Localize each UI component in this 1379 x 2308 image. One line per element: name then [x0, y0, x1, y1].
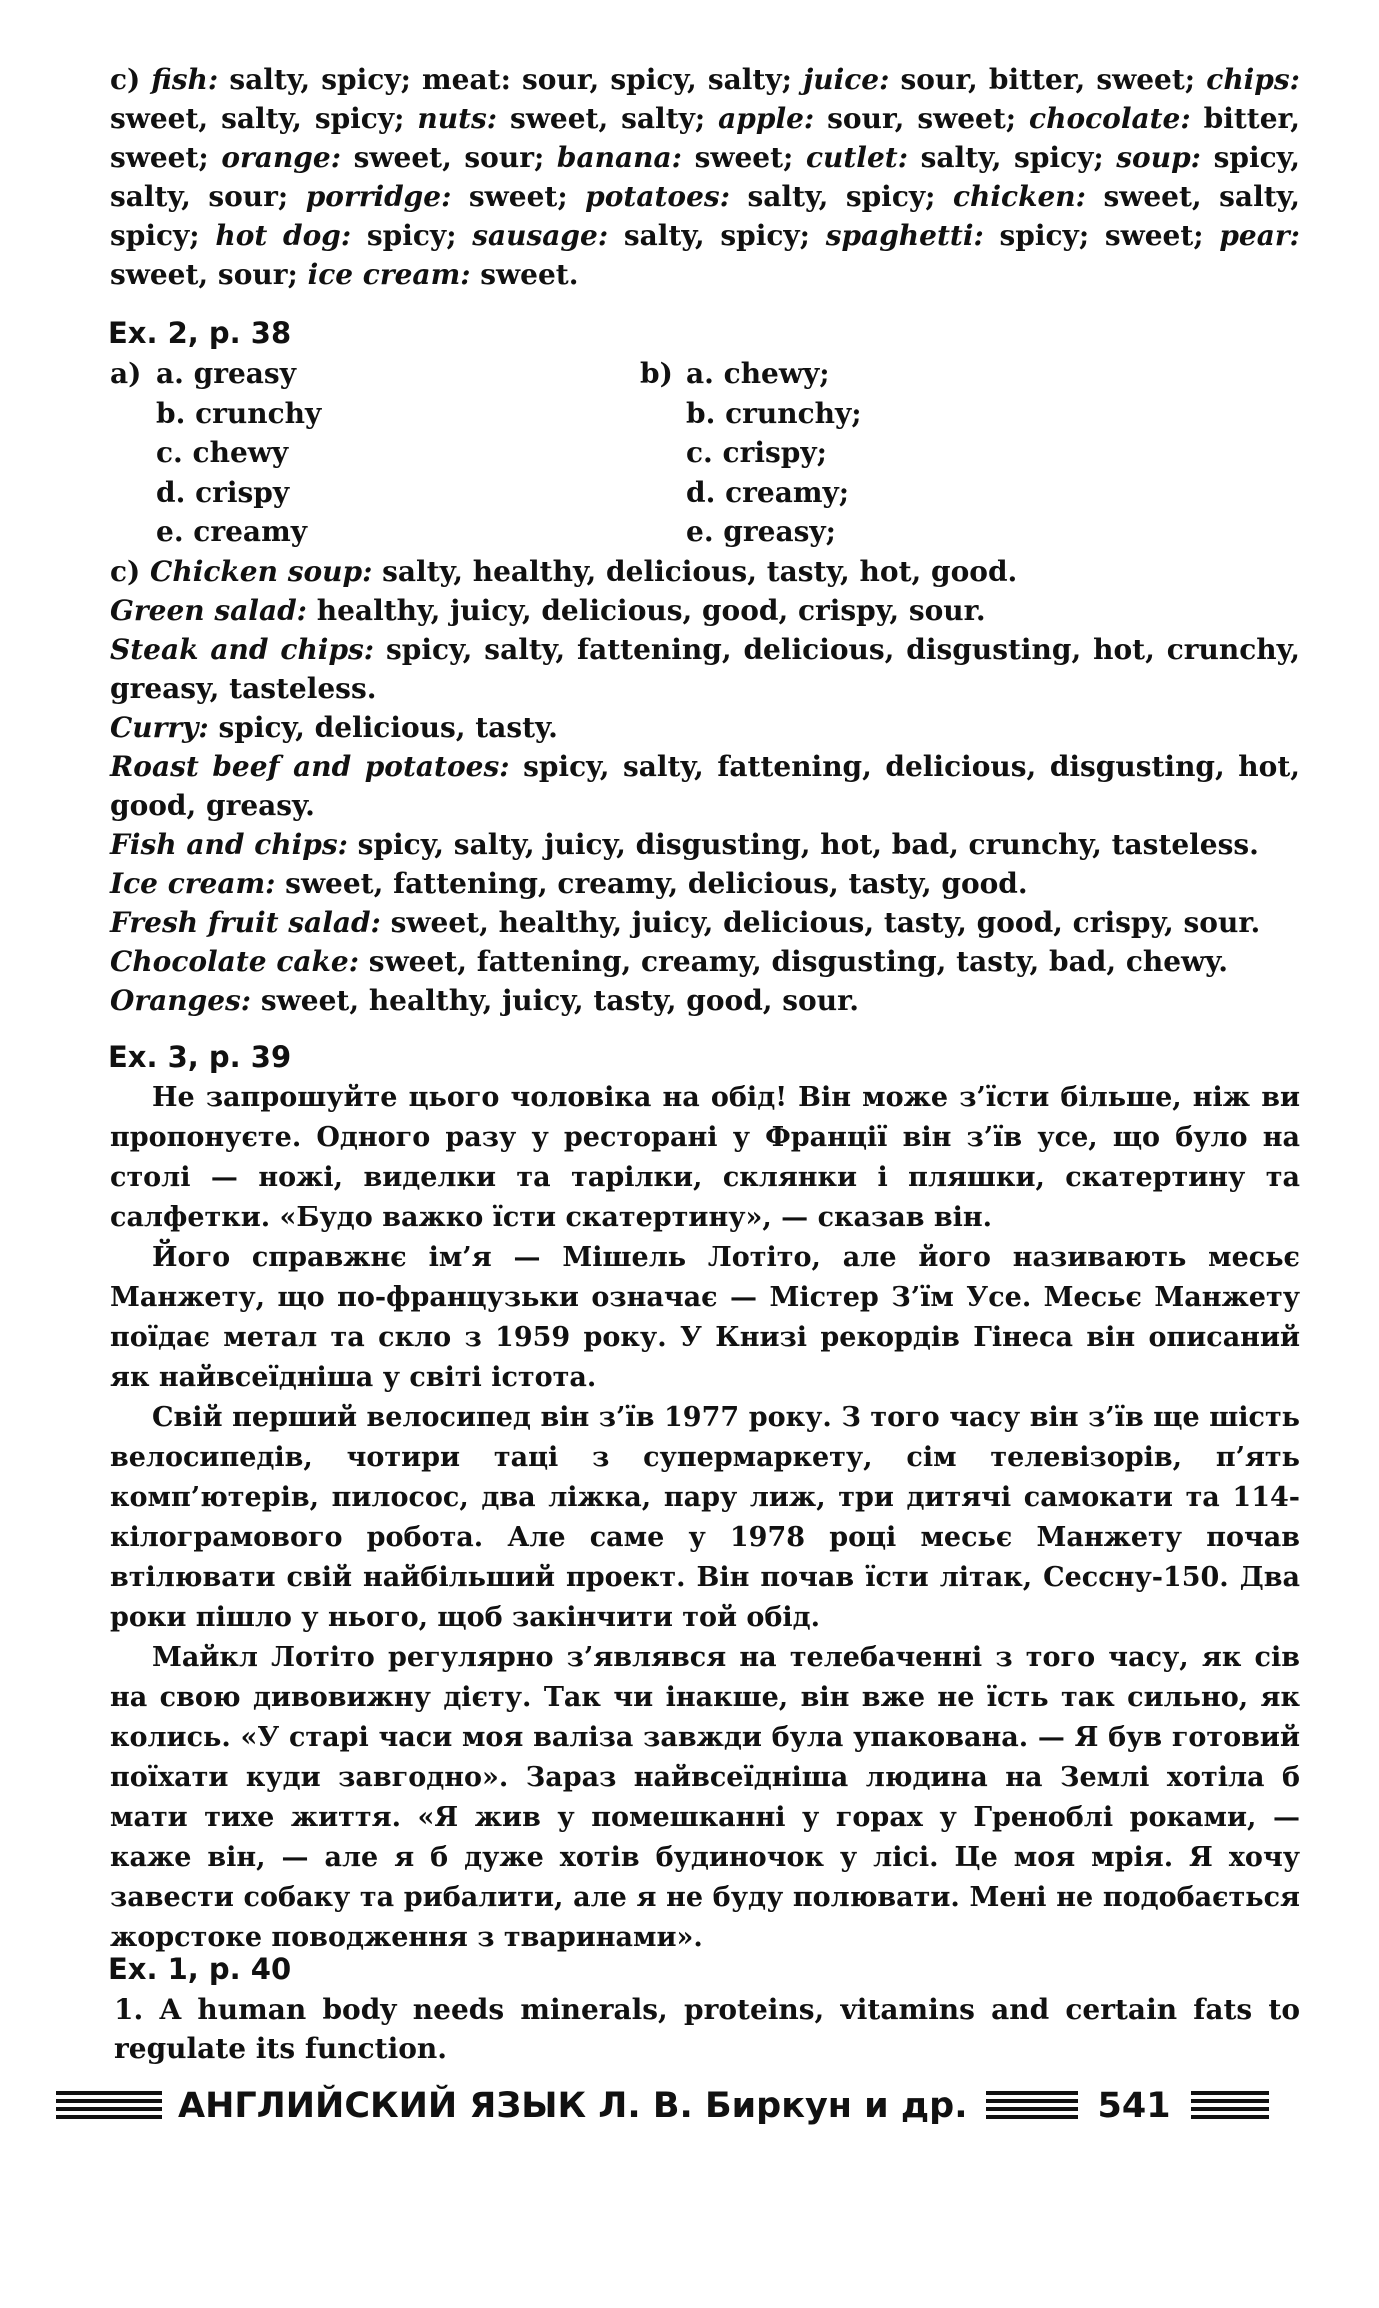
dish-name: Fish and chips:	[110, 828, 348, 861]
dish-name: Chicken soup:	[150, 555, 373, 588]
page-number: 541	[1097, 2086, 1171, 2126]
ex1-item: 1. A human body needs minerals, proteins, vitamins and certain fats to regulate its function.	[114, 1993, 1300, 2065]
dish-name: Ice cream:	[110, 867, 276, 900]
dish-line	[110, 630, 1300, 708]
food-name: pear:	[1219, 219, 1300, 252]
dish-line	[110, 903, 1300, 942]
ex2-b-item: d. creamy;	[686, 475, 850, 509]
ex3-text	[110, 1078, 1300, 1958]
food-tastes: sweet, salty, spicy;	[110, 180, 1300, 252]
dish-name: Roast beef and potatoes:	[110, 750, 510, 783]
dish-text: salty, healthy, delicious, tasty, hot, good.	[372, 555, 1018, 588]
ex2-b-item: c. crispy;	[686, 436, 827, 469]
food-name: spaghetti:	[825, 219, 984, 252]
food-name: fish:	[151, 63, 219, 96]
food-tastes: sweet;	[681, 141, 806, 174]
food-name: apple:	[718, 102, 815, 135]
food-tastes: sour, bitter, sweet;	[889, 63, 1207, 96]
food-name: juice:	[803, 63, 890, 96]
food-tastes: salty, spicy;	[730, 180, 953, 213]
dish-text: sweet, healthy, juicy, tasty, good, sour.	[251, 984, 859, 1017]
food-tastes: bitter, sweet;	[110, 102, 1300, 174]
taste-list	[110, 60, 1300, 294]
dish-name: Curry:	[110, 711, 209, 744]
dish-name: Green salad:	[110, 594, 307, 627]
dish-name: Oranges:	[110, 984, 252, 1017]
ex2-column-a	[110, 354, 321, 552]
dish-text: healthy, juicy, delicious, good, crispy, sour.	[307, 594, 986, 627]
ex2-column-b	[640, 354, 862, 552]
ex3-heading: Ex. 3, p. 39	[108, 1040, 292, 1074]
food-name: cutlet:	[805, 141, 909, 174]
food-tastes: salty, spicy;	[908, 141, 1117, 174]
food-name: chips:	[1206, 63, 1300, 96]
dish-text: sweet, fattening, creamy, disgusting, tasty, bad, chewy.	[359, 945, 1228, 978]
taste-list-paragraph	[110, 60, 1300, 294]
dish-text: spicy, salty, fattening, delicious, disgusting, hot, good, greasy.	[110, 750, 1300, 822]
footer-stripe-middle	[986, 2091, 1078, 2121]
food-tastes: sour, sweet;	[814, 102, 1030, 135]
food-name: potatoes:	[585, 180, 731, 213]
ex2-a-item: d. crispy	[156, 475, 290, 509]
food-tastes: salty, spicy;	[608, 219, 826, 252]
food-name: banana:	[556, 141, 682, 174]
food-name: chicken:	[952, 180, 1086, 213]
food-tastes: sweet, sour;	[341, 141, 557, 174]
food-tastes: spicy, salty, sour;	[110, 141, 1300, 213]
food-name: porridge:	[305, 180, 452, 213]
food-tastes: sweet, sour;	[110, 258, 308, 291]
dish-text: spicy, salty, fattening, delicious, disgusting, hot, crunchy, greasy, tasteless.	[110, 633, 1300, 705]
dish-line	[110, 708, 1300, 747]
food-name: orange:	[221, 141, 342, 174]
food-tastes: spicy;	[351, 219, 473, 252]
ex2-a-item: e. creamy	[156, 515, 307, 548]
ex3-paragraph: Майкл Лотіто регулярно з’являвся на телебаченні з того часу, як сів на свою дивовижну дієту. Так чи інакше, він вже не їсть так сильно, як колись. «У старі часи моя валіза завжди була упакована. — Я був готовий поїхати куди завгодно». Зараз найвсеїдніша людина на Землі хотіла б мати тихе життя. «Я жив у помешканні у горах у Греноблі роками, — каже він, — але я б дуже хотів будиночок у лісі. Це моя мрія. Я хочу завести собаку та рибалити, але я не буду полювати. Мені не подобається жорстоке поводження з тваринами».	[110, 1642, 1300, 1953]
food-tastes: sweet;	[451, 180, 586, 213]
dish-line	[110, 747, 1300, 825]
ex2-b-item: b. crunchy;	[686, 396, 862, 430]
ex2-a-item: a. greasy	[156, 357, 296, 390]
footer-stripe-left	[56, 2091, 162, 2121]
ex2-a-tag: a)	[110, 357, 142, 390]
ex2-heading: Ex. 2, p. 38	[108, 316, 292, 350]
dish-text: spicy, delicious, tasty.	[208, 711, 558, 744]
dish-name: Fresh fruit salad:	[110, 906, 381, 939]
footer-book-title: АНГЛИЙСКИЙ ЯЗЫК Л. В. Биркун и др.	[178, 2086, 968, 2126]
dish-name: Chocolate cake:	[110, 945, 360, 978]
dish-text: spicy, salty, juicy, disgusting, hot, bad, crunchy, tasteless.	[347, 828, 1259, 861]
ex2-a-item: b. crunchy	[156, 396, 322, 430]
footer-stripe-right	[1191, 2091, 1269, 2121]
dish-line	[110, 591, 1300, 630]
dish-line	[110, 942, 1300, 981]
ex3-paragraph: Свій перший велосипед він з’їв 1977 року. З того часу він з’їв ще шість велосипедів, чотири таці з супермаркету, сім телевізорів, п’ять комп’ютерів, пилосос, два ліжка, пару лиж, три дитячі самокати та 114-кілограмового робота. Але саме у 1978 році месьє Манжету почав втілювати свій найбільший проект. Він почав їсти літак, Сессну-150. Два роки пішло у нього, щоб закінчити той обід.	[110, 1402, 1300, 1633]
food-name: soup:	[1116, 141, 1202, 174]
ex1-heading: Ex. 1, p. 40	[108, 1952, 292, 1986]
ex2-b-item: e. greasy;	[686, 515, 836, 548]
food-name: chocolate:	[1029, 102, 1191, 135]
food-tastes: sweet.	[470, 258, 579, 291]
ex1-text	[110, 1990, 1300, 2068]
dish-line	[110, 825, 1300, 864]
dish-name: Steak and chips:	[110, 633, 375, 666]
food-tastes: salty, spicy; meat: sour, spicy, salty;	[218, 63, 804, 96]
ex2-a-item: c. chewy	[156, 436, 289, 469]
ex2-b-tag: b)	[640, 357, 673, 390]
food-name: sausage:	[472, 219, 609, 252]
ex3-paragraph: Не запрошуйте цього чоловіка на обід! Він може з’їсти більше, ніж ви пропонуєте. Одного разу у ресторані у Франції він з’їв усе, що було на столі — ножі, виделки та тарілки, склянки і пляшки, скатертину та салфетки. «Будо важко їсти скатертину», — сказав він.	[110, 1082, 1300, 1233]
dish-line: c) Chicken soup: salty, healthy, delicious, tasty, hot, good.	[110, 555, 1018, 588]
ex2-dishes	[110, 552, 1300, 1020]
food-name: hot dog:	[215, 219, 352, 252]
food-tastes: spicy; sweet;	[983, 219, 1220, 252]
dish-text: sweet, fattening, creamy, delicious, tasty, good.	[275, 867, 1028, 900]
page-footer	[56, 2078, 1322, 2134]
ex2-b-item: a. chewy;	[686, 357, 830, 390]
food-tastes: sweet, salty, spicy;	[110, 102, 418, 135]
dish-line	[110, 864, 1300, 903]
food-name: nuts:	[417, 102, 498, 135]
food-name: ice cream:	[307, 258, 471, 291]
food-tastes: sweet, salty;	[497, 102, 719, 135]
ex3-paragraph: Його справжнє ім’я — Мішель Лотіто, але його називають месьє Манжету, що по-французьки означає — Містер З’їм Усе. Месьє Манжету поїдає метал та скло з 1959 року. У Книзі рекордів Гінеса він описаний як найвсеїдніша у світі істота.	[110, 1242, 1300, 1393]
dish-line	[110, 981, 1300, 1020]
food-tastes: c)	[110, 63, 152, 96]
dish-text: sweet, healthy, juicy, delicious, tasty, good, crispy, sour.	[380, 906, 1261, 939]
